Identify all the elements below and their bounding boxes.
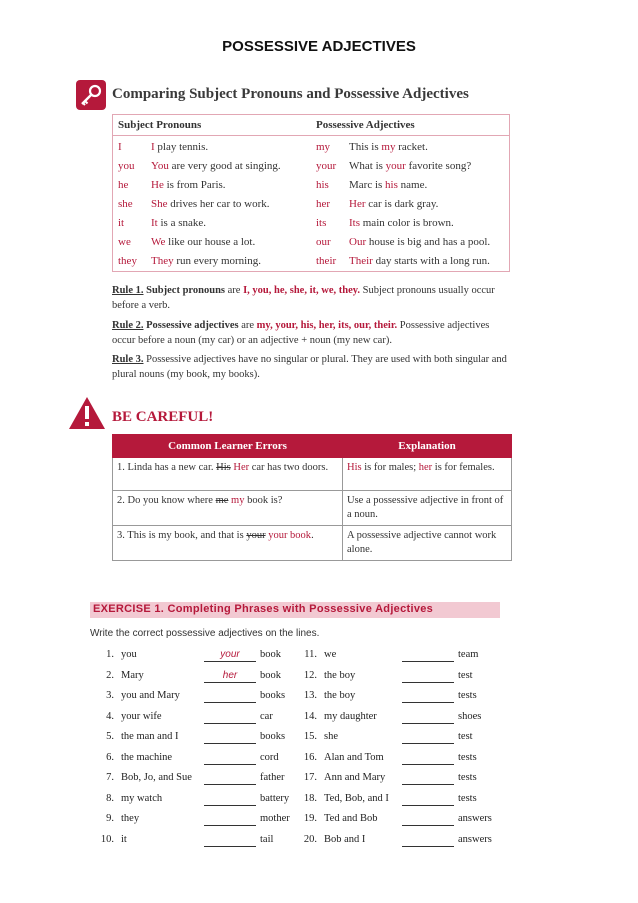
example-text: is a snake.	[157, 217, 206, 229]
item-number: 10.	[100, 833, 114, 845]
example-part: your	[385, 160, 406, 172]
answer-blank[interactable]	[402, 772, 454, 785]
item-noun: books	[260, 690, 286, 701]
item-noun: tests	[458, 751, 477, 763]
explanation-text: is for males;	[361, 462, 419, 473]
subject-pronoun: he	[118, 179, 129, 191]
possessive-adjective: our	[316, 236, 331, 248]
item-subject: the boy	[324, 669, 356, 681]
answer-blank[interactable]	[204, 772, 256, 785]
possessive-example	[349, 236, 490, 248]
exercise-item	[94, 793, 294, 809]
item-number: 18.	[303, 792, 317, 804]
item-number: 13.	[303, 690, 317, 701]
subject-example	[151, 179, 226, 191]
item-number: 15.	[303, 731, 317, 742]
item-number: 5.	[106, 731, 114, 742]
item-subject: we	[324, 649, 337, 660]
answer-blank[interactable]	[204, 793, 256, 806]
item-noun: test	[458, 731, 473, 742]
answer-blank[interactable]	[204, 690, 256, 703]
possessive-adjective: your	[316, 160, 337, 172]
subject-pronoun: it	[118, 217, 125, 229]
exercise-item	[94, 711, 294, 727]
rule-label: Rule 1.	[112, 285, 144, 296]
handwritten-answer: your	[220, 649, 240, 660]
wrong-word: me	[215, 495, 229, 506]
exercise-item	[297, 670, 497, 686]
wrong-word: your	[246, 530, 266, 541]
item-subject: the boy	[324, 690, 356, 701]
example-part: This is	[349, 141, 382, 153]
errors-table	[112, 434, 512, 561]
handwritten-answer: her	[222, 669, 238, 681]
subject-pronoun: she	[118, 198, 133, 210]
exercise-instruction: Write the correct possessive adjectives on the lines.	[90, 628, 320, 639]
possessive-adjective: his	[316, 179, 329, 191]
subject-example	[151, 160, 281, 172]
correct-word: Her	[230, 462, 250, 473]
item-number: 7.	[106, 772, 114, 783]
example-part: racket.	[395, 141, 428, 153]
example-part: Our	[349, 236, 367, 248]
rule-term: Subject pronouns	[146, 285, 225, 296]
example-part: Its	[349, 217, 360, 229]
item-subject: Alan and Tom	[324, 751, 384, 763]
answer-blank[interactable]	[402, 690, 454, 703]
subject-example	[151, 255, 261, 267]
example-text: drives her car to work.	[167, 198, 270, 210]
example-part: house is big and has a pool.	[366, 236, 491, 248]
possessive-adjective: her	[316, 198, 331, 210]
error-text: book is?	[244, 495, 283, 506]
rule-text: are	[225, 285, 244, 296]
exercise-item	[297, 813, 497, 829]
example-part: car is dark gray.	[365, 198, 439, 210]
answer-blank[interactable]	[204, 670, 256, 683]
item-noun: shoes	[458, 710, 482, 722]
item-subject: Mary	[121, 669, 144, 681]
example-text: play tennis.	[154, 141, 209, 153]
page-title: POSSESSIVE ADJECTIVES	[222, 38, 416, 55]
item-noun: battery	[260, 792, 290, 804]
exercise-item	[94, 834, 294, 850]
answer-blank[interactable]	[402, 670, 454, 683]
pronoun-word: It	[151, 217, 158, 229]
item-noun: books	[260, 731, 286, 742]
example-part: his	[385, 179, 398, 191]
rule-text: are	[238, 320, 257, 331]
error-text: 3. This is my book, and that is	[117, 530, 247, 541]
example-text: run every morning.	[173, 255, 261, 267]
item-subject: Ted, Bob, and I	[324, 792, 389, 804]
rule-label: Rule 2.	[112, 320, 144, 331]
item-noun: tests	[458, 772, 477, 783]
error-row	[113, 526, 512, 561]
subject-pronoun: I	[118, 141, 122, 153]
example-text: are very good at singing.	[168, 160, 281, 172]
item-subject: Ann and Mary	[324, 772, 386, 783]
item-subject: the machine	[121, 751, 173, 763]
explanation-text: Use a possessive adjective in front of a noun.	[347, 495, 504, 520]
subject-example	[151, 198, 270, 210]
item-noun: tests	[458, 690, 477, 701]
error-row	[113, 458, 512, 491]
wrong-word: His	[216, 462, 231, 473]
item-noun: father	[260, 772, 285, 783]
rule-text: Subject pronouns usually occur before a verb.	[112, 285, 495, 311]
rule-2	[112, 318, 512, 348]
example-part: What is	[349, 160, 386, 172]
pronoun-row	[113, 160, 509, 179]
correct-word: my	[228, 495, 245, 506]
item-subject: Bob, Jo, and Sue	[121, 772, 192, 783]
subject-pronoun: we	[118, 236, 131, 248]
item-subject: they	[121, 813, 140, 824]
pronoun-row	[113, 217, 509, 236]
item-number: 16.	[303, 751, 317, 763]
example-part: favorite song?	[405, 160, 472, 172]
item-number: 9.	[106, 813, 114, 824]
item-noun: car	[260, 710, 273, 722]
item-noun: tests	[458, 792, 477, 804]
answer-blank[interactable]	[204, 649, 256, 662]
error-sentence	[113, 458, 343, 491]
rule-label: Rule 3.	[112, 354, 144, 365]
error-sentence	[113, 526, 343, 561]
explanation-word: her	[418, 462, 433, 473]
explanation-word: His	[347, 462, 362, 473]
item-subject: she	[324, 731, 338, 742]
possessive-example	[349, 217, 454, 229]
answer-blank[interactable]	[204, 731, 256, 744]
item-number: 6.	[106, 751, 114, 763]
pronoun-row	[113, 141, 509, 160]
header-possessive-adjectives: Possessive Adjectives	[316, 119, 415, 131]
warning-icon	[68, 396, 106, 430]
possessive-example	[349, 160, 471, 172]
exercise-item	[297, 711, 497, 727]
answer-blank[interactable]	[402, 731, 454, 744]
error-text: 1. Linda has a new car.	[117, 462, 217, 473]
header-subject-pronouns: Subject Pronouns	[118, 119, 202, 131]
pronoun-table	[112, 114, 510, 272]
subject-example	[151, 141, 208, 153]
item-number: 2.	[106, 669, 114, 681]
answer-blank[interactable]	[204, 834, 256, 847]
subject-pronoun: they	[118, 255, 137, 267]
item-subject: my watch	[121, 792, 163, 804]
item-noun: cord	[260, 751, 279, 763]
section-heading: Comparing Subject Pronouns and Possessive Adjectives	[112, 86, 469, 102]
answer-blank[interactable]	[204, 711, 256, 724]
item-noun: tail	[260, 833, 274, 845]
exercise-item	[94, 731, 294, 747]
explanation-text: is for females.	[432, 462, 495, 473]
rule-3	[112, 352, 512, 382]
example-part: name.	[397, 179, 428, 191]
answer-blank[interactable]	[402, 752, 454, 765]
item-subject: it	[121, 833, 127, 845]
error-explanation	[343, 491, 512, 526]
item-number: 14.	[303, 710, 317, 722]
error-sentence	[113, 491, 343, 526]
error-text: 2. Do you know where	[117, 495, 216, 506]
possessive-example	[349, 198, 438, 210]
possessive-example	[349, 179, 427, 191]
item-number: 12.	[303, 669, 317, 681]
pronoun-word: They	[151, 255, 174, 267]
subject-example	[151, 217, 206, 229]
item-number: 11.	[304, 649, 317, 660]
exercise-item	[94, 649, 294, 665]
example-text: like our house a lot.	[165, 236, 256, 248]
pronoun-word: You	[151, 160, 169, 172]
subject-example	[151, 236, 255, 248]
possessive-adjective: their	[316, 255, 337, 267]
item-number: 19.	[303, 813, 317, 824]
rule-list: my, your, his, her, its, our, their.	[256, 320, 398, 331]
exercise-item	[297, 690, 497, 706]
possessive-example	[349, 141, 428, 153]
item-noun: team	[458, 649, 479, 660]
answer-blank[interactable]	[402, 793, 454, 806]
item-subject: my daughter	[324, 710, 377, 722]
pronoun-table-header	[113, 115, 509, 136]
item-subject: Bob and I	[324, 833, 366, 845]
example-text: is from Paris.	[163, 179, 226, 191]
pronoun-word: He	[151, 179, 164, 191]
item-subject: Ted and Bob	[324, 813, 378, 824]
error-text: car has two doors.	[249, 462, 329, 473]
error-explanation	[343, 526, 512, 561]
item-subject: your wife	[121, 710, 162, 722]
answer-blank[interactable]	[204, 813, 256, 826]
item-number: 20.	[303, 833, 317, 845]
item-number: 4.	[106, 710, 114, 722]
exercise-item	[94, 772, 294, 788]
exercise-item	[297, 834, 497, 850]
pronoun-word: We	[151, 236, 166, 248]
example-part: main color is brown.	[360, 217, 454, 229]
key-icon	[76, 80, 106, 110]
exercise-item	[94, 690, 294, 706]
exercise-item	[94, 752, 294, 768]
exercise-item	[94, 670, 294, 686]
example-part: Their	[349, 255, 373, 267]
example-part: Marc is	[349, 179, 386, 191]
pronoun-word: I	[151, 141, 155, 153]
item-number: 8.	[106, 792, 114, 804]
pronoun-row	[113, 179, 509, 198]
answer-blank[interactable]	[402, 649, 454, 662]
rule-1	[112, 283, 512, 313]
rule-term: Possessive adjectives	[146, 320, 239, 331]
item-number: 17.	[303, 772, 317, 783]
pronoun-row	[113, 198, 509, 217]
rule-text: Possessive adjectives occur before a noun (my car) or an adjective + noun (my new car).	[112, 320, 490, 346]
item-subject: you	[121, 649, 137, 660]
answer-blank[interactable]	[402, 813, 454, 826]
item-number: 1.	[106, 649, 114, 660]
item-noun: mother	[260, 813, 290, 824]
error-explanation	[343, 458, 512, 491]
be-careful-heading: BE CAREFUL!	[112, 409, 214, 425]
error-text: .	[311, 530, 314, 541]
answer-blank[interactable]	[402, 834, 454, 847]
example-part: day starts with a long run.	[372, 255, 490, 267]
possessive-example	[349, 255, 490, 267]
exercise-item	[297, 772, 497, 788]
item-noun: test	[458, 669, 473, 681]
possessive-adjective: its	[316, 217, 327, 229]
exercise-item	[297, 731, 497, 747]
pronoun-word: She	[151, 198, 168, 210]
item-subject: you and Mary	[121, 690, 180, 701]
example-part: my	[381, 141, 396, 153]
error-row	[113, 491, 512, 526]
correct-word: your book	[265, 530, 312, 541]
header-explanation: Explanation	[343, 435, 512, 458]
explanation-text: A possessive adjective cannot work alone.	[347, 530, 497, 555]
answer-blank[interactable]	[402, 711, 454, 724]
answer-blank[interactable]	[204, 752, 256, 765]
item-noun: answers	[458, 833, 492, 845]
exercise-item	[297, 793, 497, 809]
pronoun-row	[113, 236, 509, 255]
exercise-item	[297, 649, 497, 665]
item-subject: the man and I	[121, 731, 179, 742]
item-noun: book	[260, 669, 281, 681]
item-number: 3.	[106, 690, 114, 701]
header-common-errors: Common Learner Errors	[113, 435, 343, 458]
example-part: Her	[349, 198, 366, 210]
item-noun: answers	[458, 813, 492, 824]
exercise-item	[297, 752, 497, 768]
subject-pronoun: you	[118, 160, 135, 172]
possessive-adjective: my	[316, 141, 331, 153]
rule-list: I, you, he, she, it, we, they.	[243, 285, 361, 296]
exercise-title: EXERCISE 1. Completing Phrases with Possessive Adjectives	[93, 603, 434, 615]
exercise-item	[94, 813, 294, 829]
item-noun: book	[260, 649, 281, 660]
rule-text: Possessive adjectives have no singular or plural. They are used with both singular and plural nouns (my book, my books).	[112, 354, 507, 380]
pronoun-row	[113, 255, 509, 274]
